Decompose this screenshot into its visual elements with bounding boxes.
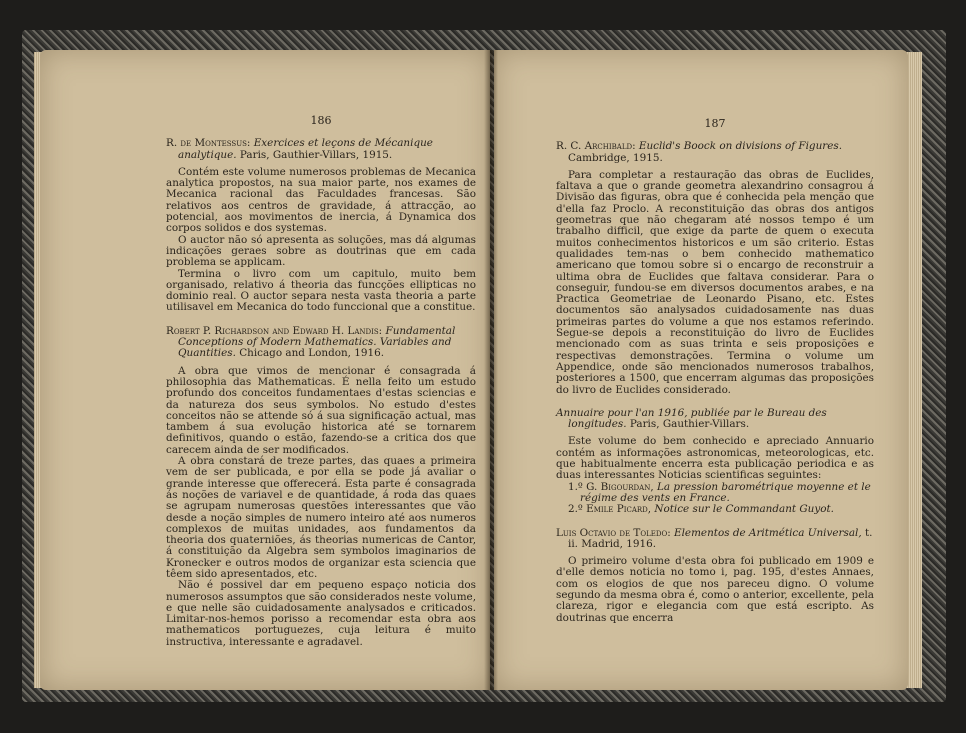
paragraph: Contém este volume numerosos problemas de Mecanica analytica propostos, na sua maior parte, nos exames de Mecanica racional das Faculdades francesas. São relativos aos centros de gravidade, á attracção, ao potencial, aos movimentos de inercia, á Dynamica dos corpos solidos e dos systemas. (166, 165, 476, 235)
book-title: Euclid's Boock on divisions of Figures. (638, 140, 843, 153)
book-title: Fundamental Conceptions of Modern Mathematics. Variables and Quantities. (178, 324, 456, 360)
citation (556, 528, 874, 551)
left-page-content (166, 115, 476, 660)
author: R. C. Archibald: (556, 140, 636, 153)
paragraph: O auctor não só apresenta as soluções, mas dá algumas indicações geraes sobre as doutrinas que em cada problema se applicam. (166, 233, 476, 269)
paragraph: Este volume do bem conhecido e apreciado Annuario contém as informações astronomicas, meteorologicas, etc. que habitualmente encerra esta publicação periodica e as duas interessantes Noticias scientificas seguintes: (556, 435, 874, 482)
item-number: 2.º (568, 503, 583, 516)
review-entry (556, 528, 874, 624)
paragraph: Termina o livro com um capitulo, muito bem organisado, relativo á theoria das funcções ellipticas no dominio real. O auctor separa nesta vasta theoria a parte utilisavel em Mecanica do todo funccional que a constitue. (166, 267, 476, 314)
right-page-content (556, 118, 874, 636)
paragraph: Para completar a restauração das obras de Euclides, faltava a que o grande geometra alexandrino consagrou á Divisão das figuras, obra que é conhecida pela menção que d'ella faz Proclo. A reconstituição das obras dos antigos geometras que não chegaram até nossos tempo é um trabalho difficil, que exige da parte de quem o executa muitos conhecimentos historicos e um são criterio. Estas qualidades tem-nas o bem conhecido mathematico americano que tomou sobre si o encargo de reconstruir a ultima obra de Euclides que faltava considerar. Para o conseguir, fundou-se em diversos documentos arabes, e na Practica Geometriae de Leonardo Pisano, etc. Estes documentos são analysados cuidadosamente nas duas primeiras partes do volume a que nos estamos referindo. Segue-se depois a reconstituição do livro de Euclides mencionado com as suas trinta e seis proposições e respectivas demonstrações. Termina o volume um Appendice, onde são mencionados numerosos trabalhos, posteriores a 1500, que encerram algumas das proposições do livro de Euclides considerado. (556, 168, 874, 396)
list-item (556, 504, 874, 515)
author: G. Bigourdan, (586, 480, 654, 493)
page-number: 187 (704, 117, 726, 130)
book-title: Elementos de Aritmética Universal, (674, 526, 862, 539)
author: Luis Octavio de Toledo: (556, 526, 671, 539)
paragraph: A obra constará de treze partes, das quaes a primeira vem de ser publicada, e por ella se pode já avaliar o grande interesse que offerecerá. Esta parte é consagrada ás noções de variavel e de quantidade, á roda das quaes se agrupam numerosas questões interessantes que vão desde a noção simples de numero inteiro até aos numeros complexos de muitas unidades, aos fundamentos da theoria dos quaterniões, ás theorias numericas de Cantor, á constituição da Algebra sem symbolos imaginarios de Kronecker e outros modos de organizar esta sciencia que têem sido apresentados, etc. (166, 455, 476, 580)
publication: Cambridge, 1915. (568, 151, 663, 164)
left-page (40, 50, 490, 690)
review-entry (166, 326, 476, 648)
citation (556, 141, 874, 164)
item-number: 1.º (568, 480, 583, 493)
review-entry (166, 138, 476, 313)
review-entry (556, 408, 874, 516)
citation (556, 408, 874, 431)
author: Emile Picard, (586, 503, 652, 516)
list-item (556, 482, 874, 505)
item-title: Notice sur le Commandant Guyot. (654, 503, 834, 516)
publication: t. ii. Madrid, 1916. (568, 526, 873, 550)
author: Robert P. Richardson and Edward H. Landis: (166, 324, 383, 337)
publication: Paris, Gauthier-Villars, 1915. (239, 148, 393, 161)
citation (166, 138, 476, 161)
paragraph: Não é possivel dar em pequeno espaço noticia dos numerosos assumptos que são considerados neste volume, e que nelle são cuidadosamente analysados e criticados. Limitar-nos-hemos porisso a recomendar esta obra aos mathematicos portuguezes, cuja leitura é muito instructiva, interessante e agradavel. (166, 579, 477, 648)
citation (166, 326, 476, 360)
author: R. de Montessus: (166, 137, 251, 150)
book-gutter (484, 50, 498, 690)
item-title: La pression barométrique moyenne et le régime des vents en France. (580, 480, 871, 504)
book-title: Exercices et leçons de Mécanique analytique. (178, 137, 433, 161)
book-title: Annuaire pour l'an 1916, publiée par le Bureau des longitudes. (556, 406, 827, 431)
paragraph: O primeiro volume d'esta obra foi publicado em 1909 e d'elle demos noticia no tomo i, pag. 195, d'estes Annaes, com os elogios de que nos pareceu digno. O volume segundo da mesma obra é, como o anterior, excellente, pela clareza, rigor e elegancia com que está escripto. As doutrinas que encerra (556, 555, 874, 624)
right-page (494, 50, 908, 690)
review-entry (556, 141, 874, 396)
publication: Chicago and London, 1916. (239, 347, 385, 360)
publication: Paris, Gauthier-Villars. (629, 418, 750, 431)
paragraph: A obra que vimos de mencionar é consagrada á philosophia das Mathematicas. É nella feito um estudo profundo dos conceitos fundamentaes d'estas sciencias e da natureza dos seus symbolos. No estudo d'estes conceitos não se attende só á sua significação actual, mas tambem á sua evolução historica até se tornarem definitivos, quando o estão, fazendo-se a critica dos que carecem ainda de ser modificados. (166, 364, 476, 456)
page-number: 186 (310, 114, 332, 127)
